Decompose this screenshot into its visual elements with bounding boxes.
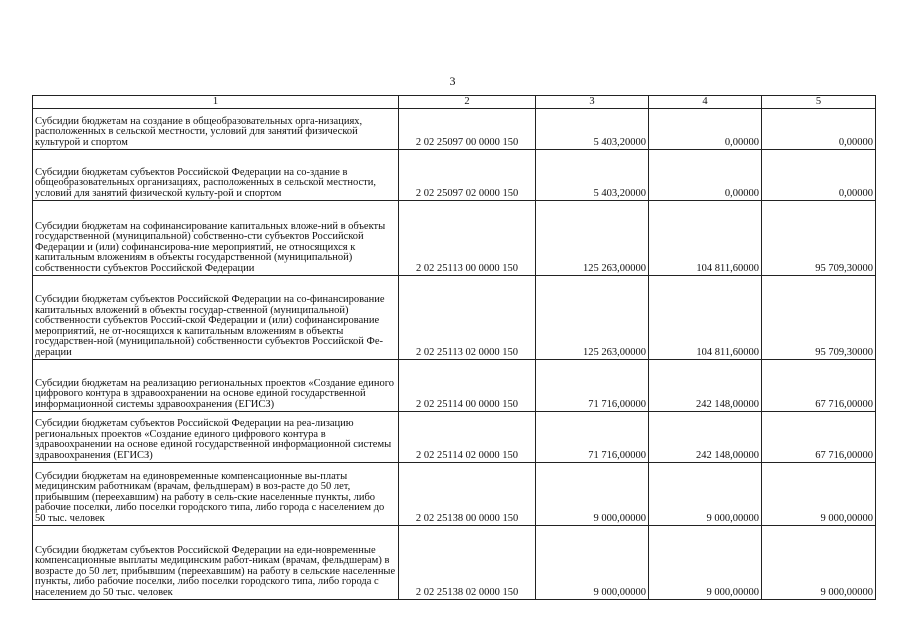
- amount-col5: 0,00000: [762, 109, 876, 150]
- table-row: [33, 150, 876, 201]
- column-header-1: 1: [33, 96, 399, 109]
- amount-col5: 67 716,00000: [762, 360, 876, 412]
- table-row: [33, 360, 876, 412]
- table-row: [33, 412, 876, 463]
- row-description: Субсидии бюджетам субъектов Российской Федерации на со-здание в общеобразовательных организациях, расположенных в сельской местности, условий для занятий физической культу-рой и спортом: [33, 150, 399, 201]
- amount-col4: 242 148,00000: [649, 360, 762, 412]
- row-description: Субсидии бюджетам субъектов Российской Федерации на еди-новременные компенсационные выплаты медицинским работ-никам (врачам, фельдшерам) в возрасте до 50 лет, прибывшим (переехавшим) на работу в сельские населенные пункты, либо рабочие поселки, либо поселки городского типа, либо города с населением до 50 тыс. человек: [33, 526, 399, 600]
- table-row: [33, 463, 876, 526]
- amount-col4: 242 148,00000: [649, 412, 762, 463]
- amount-col4: 9 000,00000: [649, 463, 762, 526]
- page-number: 3: [449, 74, 456, 88]
- column-header-4: 4: [649, 96, 762, 109]
- amount-col3: 5 403,20000: [536, 150, 649, 201]
- amount-col5: 95 709,30000: [762, 276, 876, 360]
- amount-col5: 0,00000: [762, 150, 876, 201]
- table-row: [33, 109, 876, 150]
- row-description: Субсидии бюджетам на единовременные компенсационные вы-платы медицинским работникам (врачам, фельдшерам) в воз-расте до 50 лет, прибывшим (переехавшим) на работу в сель-ские населенные пункты, либо рабочие поселки, либо поселки городского типа, либо города с населением до 50 тыс. человек: [33, 463, 399, 526]
- amount-col4: 104 811,60000: [649, 276, 762, 360]
- row-description: Субсидии бюджетам на создание в общеобразовательных орга-низациях, расположенных в сельской местности, условий для занятий физической культурой и спортом: [33, 109, 399, 150]
- budget-code: 2 02 25097 02 0000 150: [399, 150, 536, 201]
- amount-col3: 9 000,00000: [536, 526, 649, 600]
- budget-code: 2 02 25114 02 0000 150: [399, 412, 536, 463]
- amount-col3: 125 263,00000: [536, 201, 649, 276]
- amount-col4: 0,00000: [649, 150, 762, 201]
- table-header-row: [33, 96, 876, 109]
- amount-col5: 9 000,00000: [762, 526, 876, 600]
- budget-code: 2 02 25138 02 0000 150: [399, 526, 536, 600]
- amount-col5: 9 000,00000: [762, 463, 876, 526]
- amount-col3: 5 403,20000: [536, 109, 649, 150]
- table-row: [33, 201, 876, 276]
- budget-code: 2 02 25097 00 0000 150: [399, 109, 536, 150]
- row-description: Субсидии бюджетам субъектов Российской Федерации на реа-лизацию региональных проектов «Создание единого цифрового контура в здравоохранении на основе единой государственной информационной системы здравоохранения (ЕГИСЗ): [33, 412, 399, 463]
- row-description: Субсидии бюджетам на софинансирование капитальных вложе-ний в объекты государственной (муниципальной) собственно-сти субъектов Российской Федерации и (или) софинансирова-ние мероприятий, не относящихся к капитальным вложениям в объекты государственной (муниципальной) собственности субъектов Российской Федерации: [33, 201, 399, 276]
- table-row: [33, 276, 876, 360]
- budget-code: 2 02 25113 02 0000 150: [399, 276, 536, 360]
- column-header-3: 3: [536, 96, 649, 109]
- amount-col4: 0,00000: [649, 109, 762, 150]
- subsidies-table: [32, 95, 876, 600]
- table-row: [33, 526, 876, 600]
- column-header-2: 2: [399, 96, 536, 109]
- budget-code: 2 02 25113 00 0000 150: [399, 201, 536, 276]
- amount-col5: 95 709,30000: [762, 201, 876, 276]
- row-description: Субсидии бюджетам на реализацию региональных проектов «Создание единого цифрового контура в здравоохранении на основе единой государственной информационной системы здравоохранения (ЕГИСЗ): [33, 360, 399, 412]
- amount-col3: 9 000,00000: [536, 463, 649, 526]
- amount-col4: 9 000,00000: [649, 526, 762, 600]
- column-header-5: 5: [762, 96, 876, 109]
- amount-col3: 125 263,00000: [536, 276, 649, 360]
- amount-col3: 71 716,00000: [536, 360, 649, 412]
- amount-col5: 67 716,00000: [762, 412, 876, 463]
- amount-col3: 71 716,00000: [536, 412, 649, 463]
- budget-code: 2 02 25138 00 0000 150: [399, 463, 536, 526]
- budget-code: 2 02 25114 00 0000 150: [399, 360, 536, 412]
- row-description: Субсидии бюджетам субъектов Российской Федерации на со-финансирование капитальных вложений в объекты государ-ственной (муниципальной) собственности субъектов Россий-ской Федерации и (или) софинансирование мероприятий, не от-носящихся к капитальным вложениям в объекты государствен-ной (муниципальной) собственности субъектов Российской Фе-дерации: [33, 276, 399, 360]
- amount-col4: 104 811,60000: [649, 201, 762, 276]
